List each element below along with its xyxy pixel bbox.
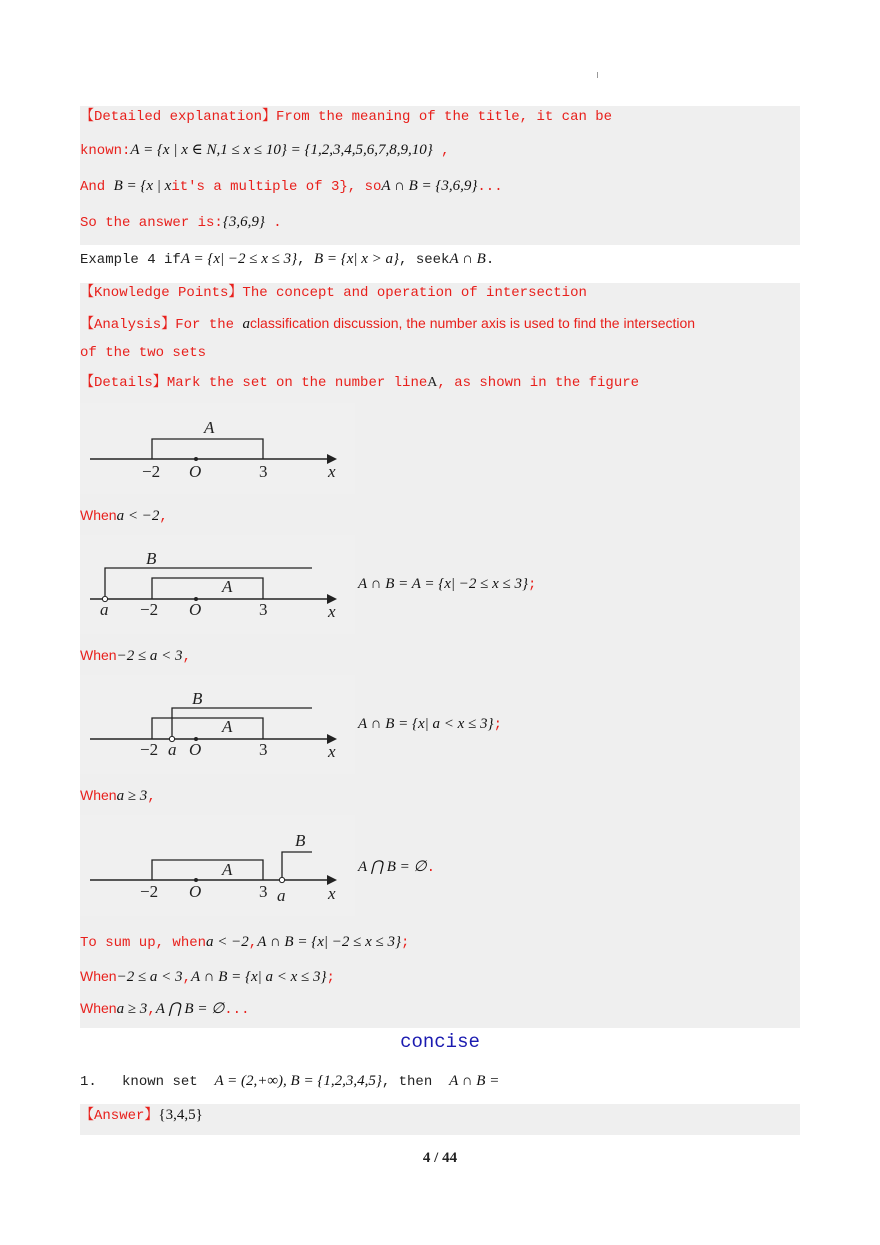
knowledge-points-line [80, 283, 587, 303]
tick-label: −2 [140, 740, 159, 759]
analysis-line-1 [80, 313, 695, 335]
punct: , [182, 649, 191, 665]
example-target: A ∩ B [449, 251, 486, 267]
tick-label-a: a [100, 600, 109, 619]
punct: , [297, 252, 314, 268]
knowledge-points-text: The concept and operation of intersection [242, 285, 587, 301]
header-mark [597, 72, 598, 78]
set-b-label: B [146, 549, 157, 568]
answer-set: {3,6,9} [222, 214, 265, 230]
knowledge-points-label: 【Knowledge Points】 [80, 285, 243, 301]
case-condition: a ≥ 3 [116, 788, 148, 804]
summary-condition: a < −2 [206, 934, 249, 950]
case-3-result [358, 857, 435, 878]
explanation-line-2 [80, 140, 450, 161]
case-3-line [80, 785, 156, 807]
when-text: When [80, 647, 117, 663]
axis-label: x [328, 742, 336, 761]
punct: . [264, 215, 282, 231]
answer-line [80, 1105, 203, 1126]
example-set-a: A = {x| −2 ≤ x ≤ 3} [180, 251, 298, 267]
page-number: 4 / 44 [422, 1150, 458, 1166]
origin-label: O [189, 600, 202, 619]
punct: ; [493, 717, 502, 733]
tick-label: 3 [259, 740, 268, 759]
punct: ; [400, 935, 410, 951]
punct: , [182, 970, 191, 986]
answer-label: 【Answer】 [80, 1108, 159, 1124]
multiple-text: it's a multiple of 3}, so [171, 179, 382, 195]
case-condition: a < −2 [116, 508, 160, 524]
punct: , [432, 143, 450, 159]
exercise-text-2: , then [381, 1074, 433, 1090]
summary-line-1 [80, 932, 409, 953]
number-line-2 [80, 535, 355, 634]
punct: , [147, 1002, 156, 1018]
axis-label: x [328, 462, 336, 481]
set-b-label: B [192, 689, 203, 708]
tick-label: 3 [259, 600, 268, 619]
number-line-figure-2 [80, 535, 355, 634]
set-a-symbol: A [427, 375, 438, 390]
exercise-target: A ∩ B = [449, 1073, 500, 1089]
set-label: A [204, 418, 215, 437]
answer-value: {3,4,5} [158, 1107, 203, 1123]
details-line [80, 373, 639, 393]
axis-label: x [328, 602, 336, 621]
result-math: A ∩ B = {x| a < x ≤ 3} [358, 716, 494, 732]
tick-label: 3 [259, 882, 268, 901]
result-math: A ⋂ B = ∅ [358, 859, 427, 875]
seek-text: , seek [399, 252, 450, 268]
explanation-line-4 [80, 212, 282, 233]
when-text: When [80, 507, 117, 523]
punct: . [485, 252, 495, 268]
punct: ... [477, 179, 503, 195]
tick-label: −2 [142, 462, 161, 481]
set-a-label: A [222, 717, 233, 736]
analysis-text-2: classification discussion, the number axis is used to find the intersection [249, 315, 696, 331]
analysis-text: For the [175, 317, 243, 333]
details-label: 【Details】 [80, 375, 167, 391]
summary-result: A ∩ B = {x| −2 ≤ x ≤ 3} [257, 934, 401, 950]
exercise-number: 1. [80, 1074, 97, 1090]
when-text: When [80, 968, 117, 984]
number-line-figure-4 [80, 815, 355, 916]
origin-label: O [189, 882, 202, 901]
section-heading: concise [400, 1031, 480, 1053]
punct: ; [326, 970, 335, 986]
case-1-result [358, 574, 536, 595]
set-b-label: B [295, 831, 306, 850]
set-a-label: A [222, 577, 233, 596]
case-condition: −2 ≤ a < 3 [116, 648, 183, 664]
number-line-4 [80, 815, 355, 916]
example-set-b: B = {x| x > a} [313, 251, 400, 267]
summary-condition: −2 ≤ a < 3 [116, 969, 183, 985]
details-tail: , as shown in the figure [437, 375, 640, 391]
set-b-definition: B = {x | x [113, 178, 172, 194]
explanation-text: From the meaning of the title, it can be [276, 109, 613, 125]
tick-label: −2 [140, 600, 159, 619]
tick-label: 3 [259, 462, 268, 481]
number-line-figure-3 [80, 675, 355, 774]
case-2-line [80, 645, 191, 667]
tick-label-a: a [277, 886, 286, 905]
summary-result: A ⋂ B = ∅ [155, 1001, 225, 1017]
summary-result: A ∩ B = {x| a < x ≤ 3} [190, 969, 327, 985]
summary-text: To sum up, when [80, 935, 207, 951]
punct: ; [528, 577, 537, 593]
example-label: Example 4 if [80, 252, 181, 268]
punct: , [147, 789, 156, 805]
punct: , [248, 935, 258, 951]
case-2-result [358, 714, 502, 735]
number-line-figure-1 [80, 403, 355, 494]
explanation-line-3 [80, 176, 503, 197]
and-text: And [80, 179, 114, 195]
set-a-label: A [222, 860, 233, 879]
when-text: When [80, 787, 117, 803]
number-line-3 [80, 675, 355, 774]
example-4 [80, 249, 494, 270]
tick-label: −2 [140, 882, 159, 901]
set-a-definition: A = {x | x ∈ N,1 ≤ x ≤ 10} = {1,2,3,4,5,6,7,8,9,10} [130, 142, 433, 158]
summary-line-2 [80, 966, 335, 988]
explanation-line-1 [80, 107, 612, 127]
known-text: known: [80, 143, 131, 159]
intersection-result: A ∩ B = {3,6,9} [381, 178, 478, 194]
variable-a: a [242, 316, 250, 332]
number-line-1 [80, 403, 355, 494]
punct: . [426, 860, 435, 876]
answer-text: So the answer is: [80, 215, 223, 231]
analysis-label: 【Analysis】 [80, 317, 176, 333]
origin-label: O [189, 740, 202, 759]
detailed-explanation-label: 【Detailed explanation】 [80, 109, 277, 125]
punct: ... [224, 1002, 250, 1018]
summary-condition: a ≥ 3 [116, 1001, 148, 1017]
tick-label-a: a [168, 740, 177, 759]
exercise-sets: A = (2,+∞), B = {1,2,3,4,5} [214, 1073, 382, 1089]
analysis-line-2 [80, 343, 206, 363]
exercise-text: known set [122, 1074, 198, 1090]
axis-label: x [328, 884, 336, 903]
summary-line-3 [80, 998, 250, 1020]
details-text: Mark the set on the number line [166, 375, 428, 391]
when-text: When [80, 1000, 117, 1016]
case-1-line [80, 505, 168, 527]
analysis-text-3: of the two sets [80, 345, 207, 361]
origin-label: O [189, 462, 202, 481]
result-math: A ∩ B = A = {x| −2 ≤ x ≤ 3} [358, 576, 529, 592]
punct: , [159, 509, 168, 525]
exercise-1 [80, 1071, 499, 1092]
